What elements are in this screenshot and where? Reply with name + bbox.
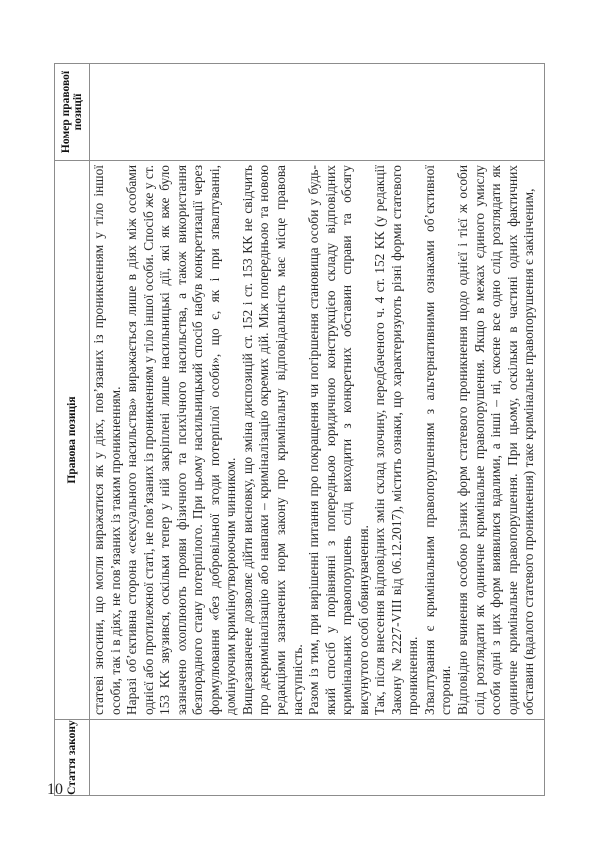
header-legal-position: Правова позиція <box>55 161 90 720</box>
cell-legal-position <box>90 161 545 720</box>
page-number: 10 <box>47 781 63 798</box>
cell-article <box>90 720 545 796</box>
table-row <box>90 64 545 796</box>
header-article: Стаття закону <box>55 720 90 796</box>
paragraph: статеві зносини, що могли виражатися як у діях, пов’язаних із проникненням у тіло іншої особи, так і в діях, не пов’язаних із таким проникненням. <box>91 165 123 715</box>
paragraph: Зґвалтування є кримінальним правопорушенням з альтернативними ознаками об’єктивної сторони. <box>421 165 454 715</box>
paragraph: Вищезазначене дозволяє дійти висновку, що зміна диспозицій ст. 152 і ст. 153 КК не свідчить про декриміналізацію або навпаки – криміналізацію окремих дій. Між попередньою та новою редакціями зазначених норм закону про кримінальну відповідальність має місце правова наступність. <box>239 165 305 715</box>
paragraph: Разом із тим, при вирішенні питання про покращення чи погіршення становища особи у будь-який спосіб у порівнянні з попередньою юридичною конструкцією складу відповідних кримінальних правопорушень слід виходити з конкретних обставин справи та обсягу висунутого особі обвинувачення. <box>306 165 371 715</box>
paragraph: Наразі об’єктивна сторона «сексуального насильства» виражається лише в діях між особами однієї або протилежної статі, не пов’язаних із проникненням у тіло іншої особи. Спосіб же у ст. 153 КК звузився, оскільки тепер у ній закріплені лише насильницькі дії, які як вже було зазначено охоплюють прояви фізичного та психічного насильства, а також використання безпорадного стану потерпілого. При цьому насильницький спосіб набув конкретизації через формулювання «без добровільної згоди потерпілої особи», що є, як і при зґвалтуванні, домінуючим криміноутворюючим чинником. <box>124 165 239 715</box>
paragraph: Так, після внесення відповідних змін склад злочину, передбаченого ч. 4 ст. 152 КК (у редакції Закону № 2227-VIII від 06.12.2017), містить ознаки, що характеризують різні форми статевого проникнення. <box>372 165 421 715</box>
table-header-row <box>55 64 90 796</box>
legal-positions-table <box>54 63 545 796</box>
cell-position-number <box>90 64 545 161</box>
rotated-table-wrapper <box>54 67 545 796</box>
paragraph: Відповідно вчинення особою різних форм статевого проникнення щодо однієї і тієї ж особи слід розглядати як одиничне кримінальне правопорушення. Якщо в межах єдиного умислу особи одні з цих форм виявилися вдалими, а інші – ні, скоєне все одно слід розглядати як одиничне кримінальне правопорушення. При цьому, оскільки в частині одних фактичних обставин (вдалого статевого проникнення) таке кримінальне правопорушення є закінченим, <box>455 165 537 715</box>
header-position-number: Номер правової позиції <box>55 64 90 161</box>
